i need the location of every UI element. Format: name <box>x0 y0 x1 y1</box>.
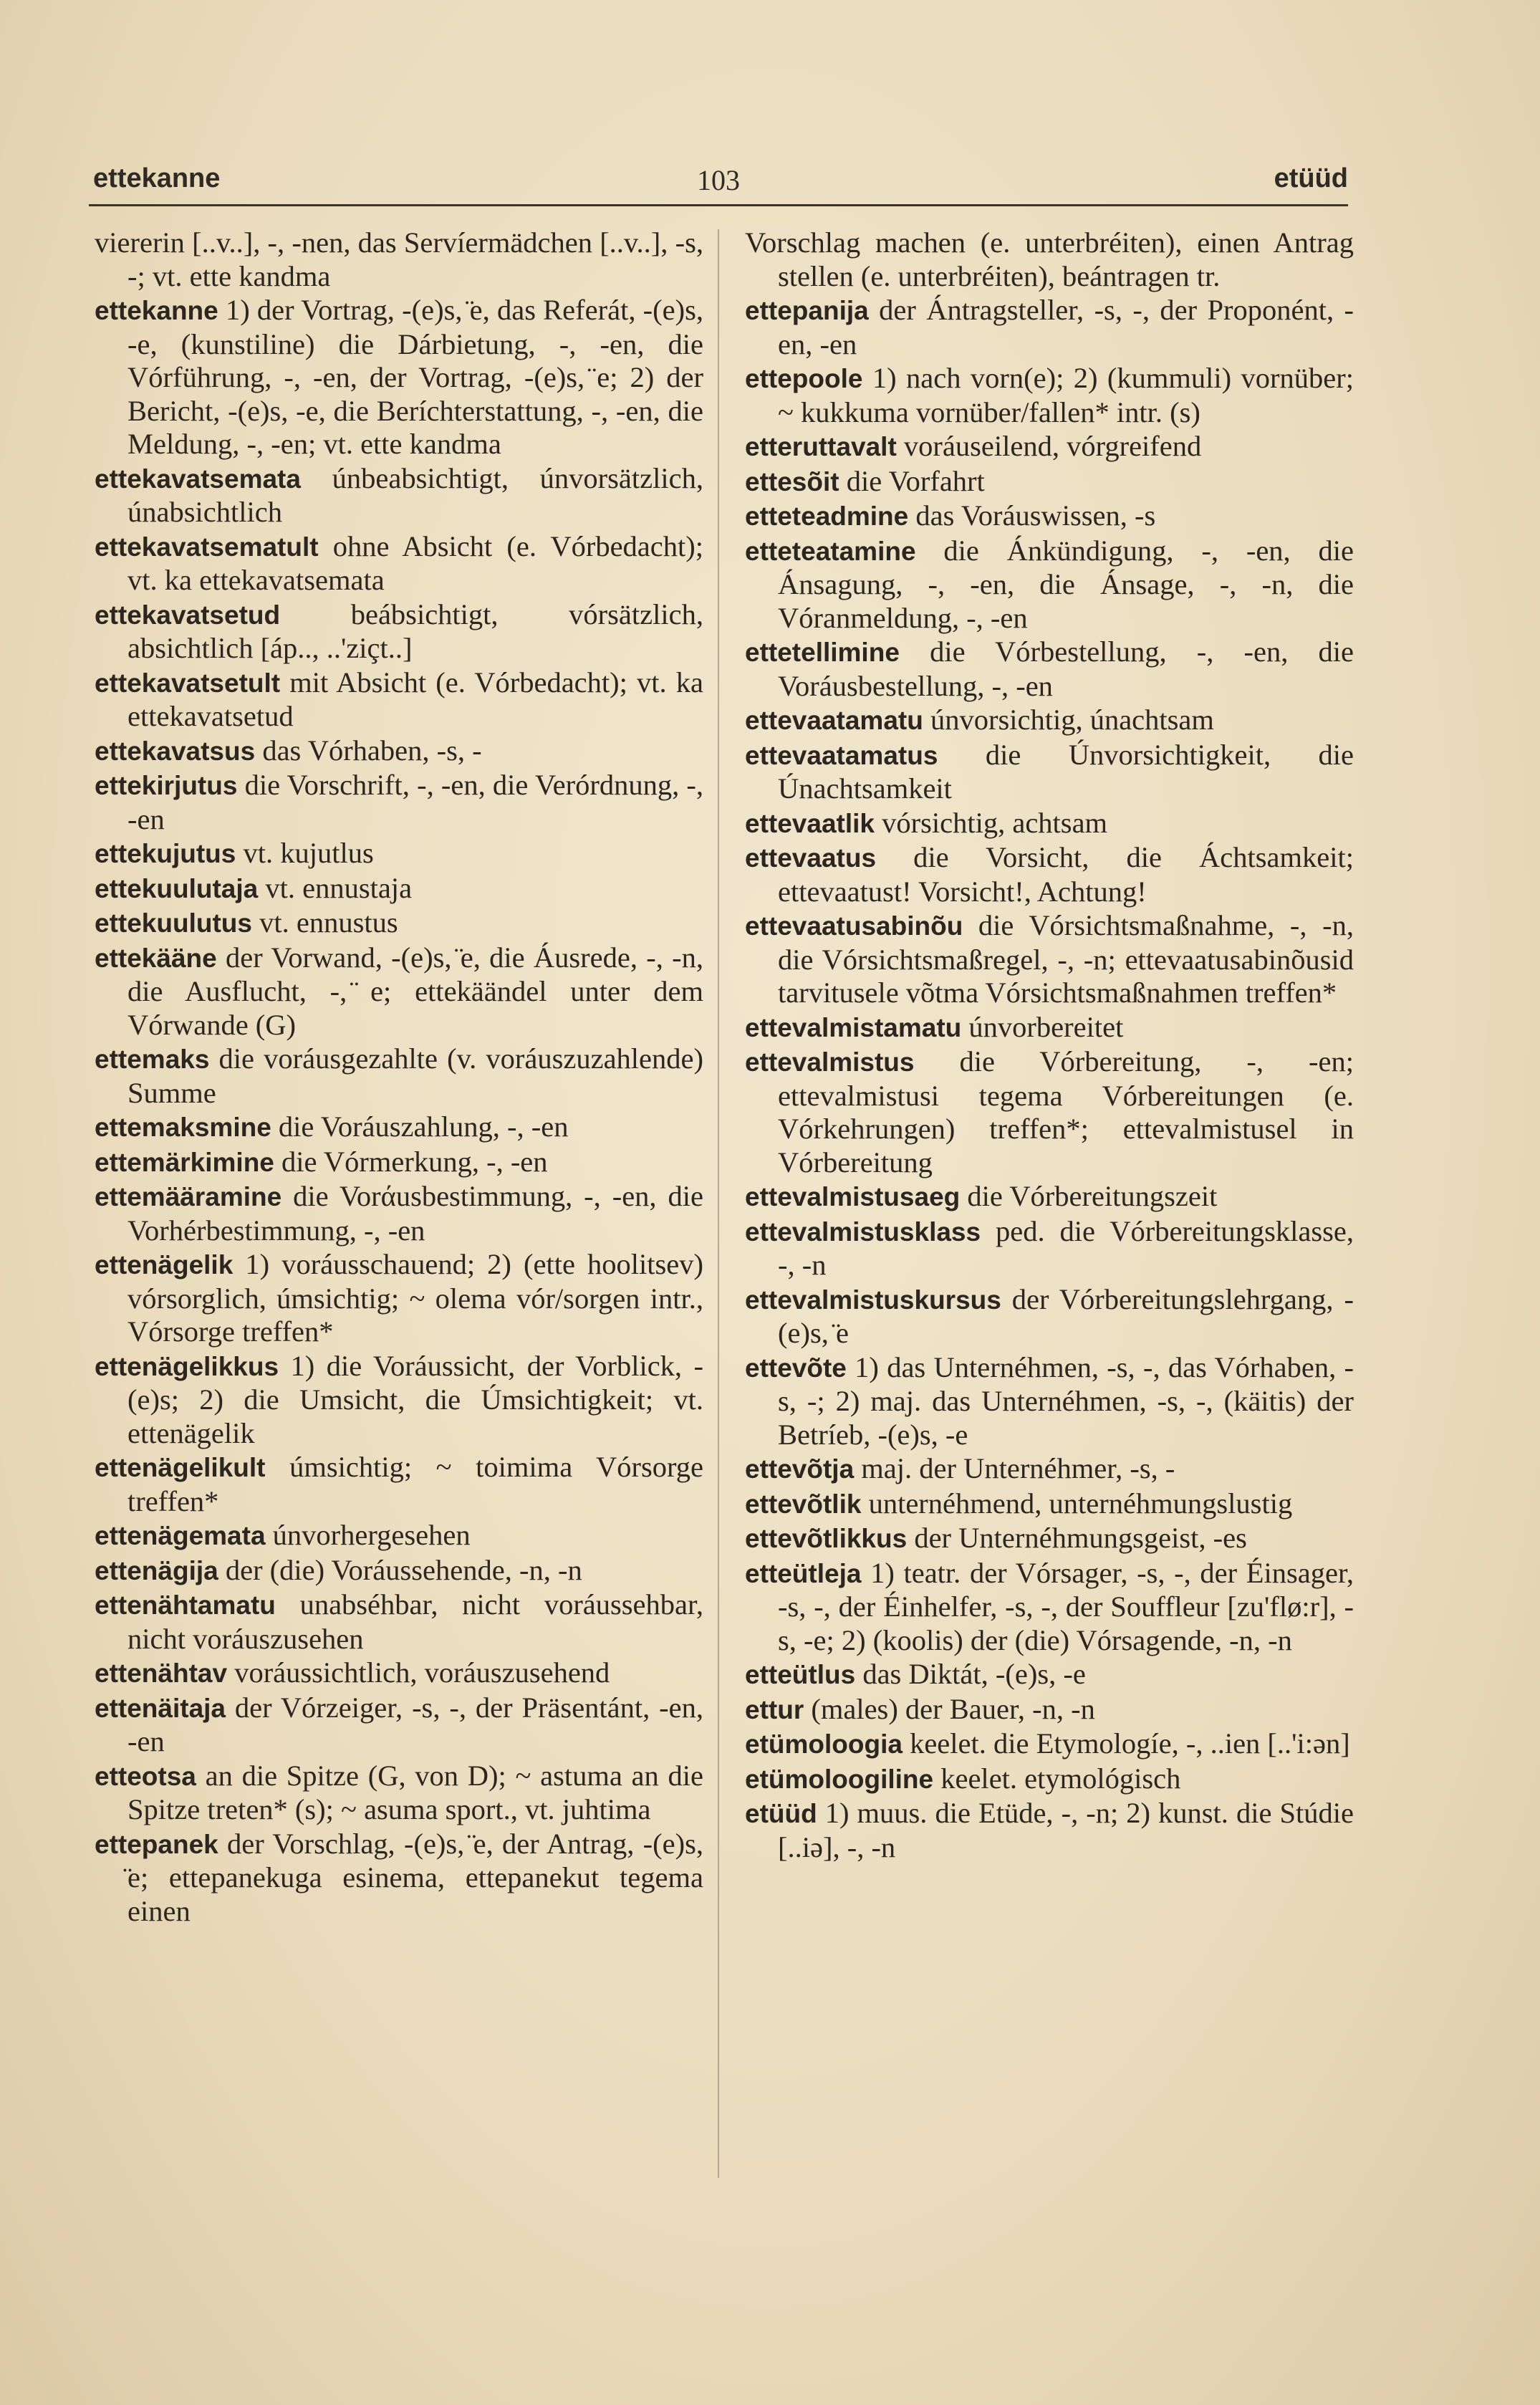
entry-definition: der Vorschlag, -(e)s, ̈e, der Antrag, -(e)s, ̈e; ettepanekuga esinema, ettepanekut tegema einen <box>127 1827 703 1927</box>
entry-headword: ettemaks <box>95 1045 210 1074</box>
column-divider <box>718 229 719 2178</box>
running-head-left: ettekanne <box>93 163 221 193</box>
entry-headword: ettemärkimine <box>95 1147 274 1177</box>
entry-headword: ettekavatsetult <box>95 668 281 698</box>
dictionary-entry <box>745 430 1354 464</box>
entry-headword: ettevaatusabinõu <box>745 911 963 941</box>
entry-definition: keelet. etymológisch <box>933 1762 1181 1795</box>
dictionary-entry <box>95 1554 703 1588</box>
entry-definition: die Vórmerkung, -, -en <box>274 1145 548 1178</box>
dictionary-entry <box>95 1588 703 1656</box>
entry-definition: die Vórbereitung, -, -en; ettevalmistusi tegema Vórbereitungen (e. Vórkehrungen) treffen*; ettevalmistusel in Vórbereitung <box>778 1045 1354 1179</box>
entry-headword: ettevalmistus <box>745 1047 915 1077</box>
entry-definition: der (die) Voráussehende, -n, -n <box>218 1553 582 1586</box>
dictionary-entry <box>745 1522 1354 1556</box>
entry-definition: ohne Absicht (e. Vórbedacht); vt. ka ettekavatsemata <box>127 529 703 596</box>
entry-definition: die Ánkündigung, -, -en, die Ánsagung, -, -en, die Ánsage, -, -n, die Vóranmeldung, -, -en <box>778 534 1354 634</box>
entry-headword: ettemaksmine <box>95 1113 271 1142</box>
entry-headword: ettevalmistamatu <box>745 1012 962 1042</box>
dictionary-entry <box>745 534 1354 635</box>
entry-definition: vt. ennustus <box>251 906 398 939</box>
entry-headword: etteteadmine <box>745 501 909 531</box>
entry-headword: ettenägelikult <box>95 1453 266 1482</box>
page-number: 103 <box>697 164 740 196</box>
entry-headword: ettekääne <box>95 943 217 973</box>
dictionary-entry <box>745 1557 1354 1658</box>
entry-headword: ettekuulutaja <box>95 873 259 903</box>
dictionary-entry <box>745 1045 1354 1179</box>
entry-definition: maj. der Unternéhmer, -s, - <box>854 1452 1175 1484</box>
dictionary-entry <box>95 837 703 871</box>
dictionary-entry <box>745 1283 1354 1350</box>
dictionary-entry <box>745 226 1354 293</box>
entry-definition: die Vorschrift, -, -en, die Verórdnung, -, -en <box>127 769 703 835</box>
entry-headword: ettevõtja <box>745 1454 855 1484</box>
dictionary-entry <box>95 1146 703 1180</box>
entry-definition: unternéhmend, unternéhmungslustig <box>861 1487 1293 1520</box>
entry-headword: ettevõtlikkus <box>745 1524 908 1553</box>
entry-headword: ettekujutus <box>95 839 236 868</box>
dictionary-entry <box>745 841 1354 908</box>
entry-definition: der Vorwand, -(e)s, ̈e, die Áusrede, -, -n, die Ausflucht, -, ̈e; ettekäändel unter dem Vórwande (G) <box>127 941 703 1041</box>
entry-headword: ettesõit <box>745 466 839 496</box>
dictionary-entry <box>95 294 703 461</box>
entry-headword: etteruttavalt <box>745 432 897 461</box>
dictionary-entry <box>95 906 703 941</box>
dictionary-entry <box>745 1658 1354 1692</box>
entry-definition: 1) die Voráussicht, der Vorblick, -(e)s; 2) die Umsicht, die Úmsichtigkeit; vt. ettenägelik <box>127 1349 703 1449</box>
dictionary-entry <box>745 1762 1354 1797</box>
dictionary-entry <box>745 635 1354 703</box>
entry-definition: ped. die Vórbereitungsklasse, -, -n <box>778 1214 1354 1281</box>
dictionary-entry <box>745 1693 1354 1727</box>
entry-definition: 1) teatr. der Vórsager, -s, -, der Éinsager, -s, -, der Éinhelfer, -s, -, der Souffleur [zu'flø:r], -s, -e; 2) (koolis) der (die) Vórsagende, -n, -n <box>778 1556 1354 1656</box>
entry-headword: ettevaatlik <box>745 808 875 838</box>
entry-definition: 1) muus. die Etüde, -, -n; 2) kunst. die Stúdie [..iə], -, -n <box>778 1797 1354 1863</box>
entry-definition: 1) nach vorn(e); 2) (kummuli) vornüber; ~ kukkuma vornüber/fallen* intr. (s) <box>778 362 1354 428</box>
dictionary-entry <box>95 530 703 597</box>
entry-definition: (males) der Bauer, -n, -n <box>804 1692 1095 1725</box>
dictionary-entry <box>95 941 703 1042</box>
dictionary-entry <box>745 1727 1354 1762</box>
entry-headword: etteteatamine <box>745 536 916 566</box>
entry-definition: Vorschlag machen (e. unterbréiten), einen Antrag stellen (e. unterbréiten), beántragen tr. <box>745 226 1354 292</box>
dictionary-entry <box>95 1248 703 1349</box>
entry-definition: 1) voráusschauend; 2) (ette hoolitsev) vórsorglich, úmsichtig; ~ olema vór/sorgen intr., Vórsorge treffen* <box>127 1248 703 1348</box>
entry-definition: das Vórhaben, -s, - <box>255 734 482 767</box>
entry-definition: die Vorsicht, die Áchtsamkeit; ettevaatust! Vorsicht!, Achtung! <box>778 841 1354 908</box>
entry-definition: der Vórzeiger, -s, -, der Präsentánt, -en, -en <box>127 1691 703 1757</box>
entry-definition: voráuseilend, vórgreifend <box>896 430 1202 462</box>
entry-definition: das Voráuswissen, -s <box>908 499 1156 532</box>
entry-headword: ettepoole <box>745 364 863 393</box>
entry-definition: die Vorfahrt <box>839 464 985 497</box>
entry-definition: der Unternéhmungsgeist, -es <box>907 1522 1247 1554</box>
entry-definition: die Vórbestellung, -, -en, die Voráusbestellung, -, -en <box>778 635 1354 702</box>
entry-headword: ettepanek <box>95 1829 218 1859</box>
entry-headword: etümoloogia <box>745 1729 903 1759</box>
entry-definition: úmsichtig; ~ toimima Vórsorge treffen* <box>127 1451 703 1517</box>
dictionary-entry <box>95 226 703 293</box>
entry-definition: únvorsichtig, únachtsam <box>923 704 1214 736</box>
dictionary-entry <box>745 1215 1354 1282</box>
entry-definition: die Vorάusbestimmung, -, -en, die Vorhérbestimmung, -, -en <box>127 1180 703 1247</box>
entry-definition: an die Spitze (G, von D); ~ astuma an die Spitze treten* (s); ~ asuma sport., vt. juhtima <box>127 1759 703 1825</box>
entry-headword: ettepanija <box>745 296 869 325</box>
entry-headword: etüüd <box>745 1799 817 1828</box>
entry-definition: 1) das Unternéhmen, -s, -, das Vórhaben, -s, -; 2) maj. das Unternéhmen, -s, -, (käitis) der Betríeb, -(e)s, -e <box>778 1350 1354 1451</box>
dictionary-entry <box>95 1042 703 1110</box>
entry-definition: únvorbereitet <box>961 1010 1124 1043</box>
entry-headword: etteütleja <box>745 1558 862 1588</box>
entry-headword: ettekuulutus <box>95 908 252 938</box>
dictionary-entry <box>745 294 1354 361</box>
dictionary-entry <box>95 1760 703 1827</box>
entry-headword: ettur <box>745 1694 804 1724</box>
dictionary-entry <box>95 462 703 529</box>
entry-headword: ettenägija <box>95 1555 218 1585</box>
entry-headword: ettenägemata <box>95 1521 266 1550</box>
entry-headword: ettemääramine <box>95 1182 282 1211</box>
entry-headword: ettevalmistuskursus <box>745 1285 1001 1315</box>
entry-definition: vt. kujutlus <box>236 837 374 869</box>
entry-headword: ettekavatsetud <box>95 600 281 630</box>
dictionary-entry <box>95 1110 703 1145</box>
entry-headword: ettevõtlik <box>745 1489 862 1519</box>
entry-headword: ettevõte <box>745 1353 847 1383</box>
entry-headword: etteütlus <box>745 1660 856 1689</box>
entry-definition: die voráusgezahlte (v. voráuszuzahlende) Summe <box>127 1042 703 1109</box>
entry-headword: ettevalmistusaeg <box>745 1182 961 1211</box>
dictionary-entry <box>745 362 1354 429</box>
entry-headword: ettekirjutus <box>95 771 238 800</box>
dictionary-entry <box>745 739 1354 806</box>
dictionary-entry <box>95 1656 703 1691</box>
entry-definition: die Voráuszahlung, -, -en <box>271 1110 569 1143</box>
entry-headword: ettevaatus <box>745 843 877 873</box>
entry-definition: keelet. die Etymologíe, -, ..ien [..'i:ən] <box>902 1727 1350 1760</box>
entry-headword: ettenähtav <box>95 1658 228 1688</box>
left-column <box>95 226 703 1929</box>
dictionary-entry <box>95 769 703 836</box>
dictionary-entry <box>95 1451 703 1518</box>
dictionary-entry <box>95 1828 703 1929</box>
dictionary-entry <box>745 465 1354 499</box>
dictionary-entry <box>95 1350 703 1451</box>
dictionary-entry <box>745 1452 1354 1487</box>
dictionary-entry <box>95 1691 703 1759</box>
entry-definition: die Vórsichtsmaßnahme, -, -n, die Vórsichtsmaßregel, -, -n; ettevaatusabinõusid tarvitusele võtma Vórsichtsmaßnahmen treffen* <box>778 909 1354 1009</box>
dictionary-entry <box>95 872 703 906</box>
dictionary-entry <box>95 1180 703 1247</box>
entry-headword: ettekavatsematult <box>95 532 319 562</box>
entry-headword: ettekavatsus <box>95 736 256 766</box>
dictionary-entry <box>745 909 1354 1010</box>
entry-headword: etteotsa <box>95 1761 196 1791</box>
entry-headword: ettekavatsemata <box>95 464 301 494</box>
entry-headword: ettevaatamatus <box>745 740 938 770</box>
entry-headword: ettevaatamatu <box>745 706 923 735</box>
right-column <box>745 226 1354 1865</box>
entry-definition: vt. ennustaja <box>258 871 413 904</box>
entry-definition: der Ántragsteller, -s, -, der Proponént, -en, -en <box>778 294 1354 360</box>
entry-definition: der Vórbereitungslehrgang, -(e)s, ̈e <box>778 1282 1354 1349</box>
entry-headword: etümoloogiline <box>745 1764 934 1794</box>
entry-definition: únbeabsichtigt, únvorsätzlich, únabsichtlich <box>127 461 703 528</box>
dictionary-entry <box>95 1519 703 1553</box>
entry-definition: voráussichtlich, voráuszusehend <box>227 1656 610 1689</box>
entry-headword: ettevalmistusklass <box>745 1216 981 1247</box>
dictionary-entry <box>95 734 703 769</box>
dictionary-entry <box>745 704 1354 738</box>
entry-headword: ettetellimine <box>745 638 900 667</box>
entry-definition: die Únvorsichtigkeit, die Únachtsamkeit <box>778 738 1354 805</box>
entry-headword: ettenägelik <box>95 1250 234 1280</box>
entry-definition: mit Absicht (e. Vórbedacht); vt. ka ettekavatsetud <box>127 666 703 732</box>
dictionary-entry <box>745 1487 1354 1522</box>
dictionary-entry <box>95 666 703 734</box>
entry-definition: beábsichtigt, vórsätzlich, absichtlich [áp.., ..'ziçt..] <box>127 597 703 664</box>
entry-definition: das Diktát, -(e)s, -e <box>855 1658 1086 1690</box>
dictionary-entry <box>745 1797 1354 1864</box>
entry-definition: viererin [..v..], -, -nen, das Servíermädchen [..v..], -s, -; vt. ette kandma <box>95 226 703 292</box>
dictionary-entry <box>745 1351 1354 1452</box>
dictionary-entry <box>745 1011 1354 1045</box>
dictionary-entry <box>745 807 1354 841</box>
running-head-right: etüüd <box>1274 163 1348 193</box>
entry-headword: ettenägelikkus <box>95 1351 279 1381</box>
entry-headword: ettekanne <box>95 296 218 325</box>
entry-definition: 1) der Vortrag, -(e)s, ̈e, das Referát, -(e)s, -e, (kunstiline) die Dárbietung, -, -en, die Vórführung, -, -en, der Vortrag, -(e)s, ̈e; 2) der Bericht, -(e)s, -e, die Beríchterstattung, -, -en, die Meldung, -, -en; vt. ette kandma <box>127 294 703 460</box>
dictionary-entry <box>745 499 1354 534</box>
entry-headword: ettenäitaja <box>95 1693 226 1723</box>
entry-definition: die Vórbereitungszeit <box>960 1180 1218 1212</box>
entry-definition: vórsichtig, achtsam <box>875 806 1108 839</box>
header-rule <box>89 204 1348 206</box>
entry-definition: únvorhergesehen <box>265 1519 471 1551</box>
dictionary-entry <box>745 1180 1354 1214</box>
entry-definition: unabséhbar, nicht voráussehbar, nicht voráuszusehen <box>127 1588 703 1655</box>
dictionary-entry <box>95 598 703 666</box>
entry-headword: ettenähtamatu <box>95 1590 276 1620</box>
page-header <box>89 156 1348 199</box>
